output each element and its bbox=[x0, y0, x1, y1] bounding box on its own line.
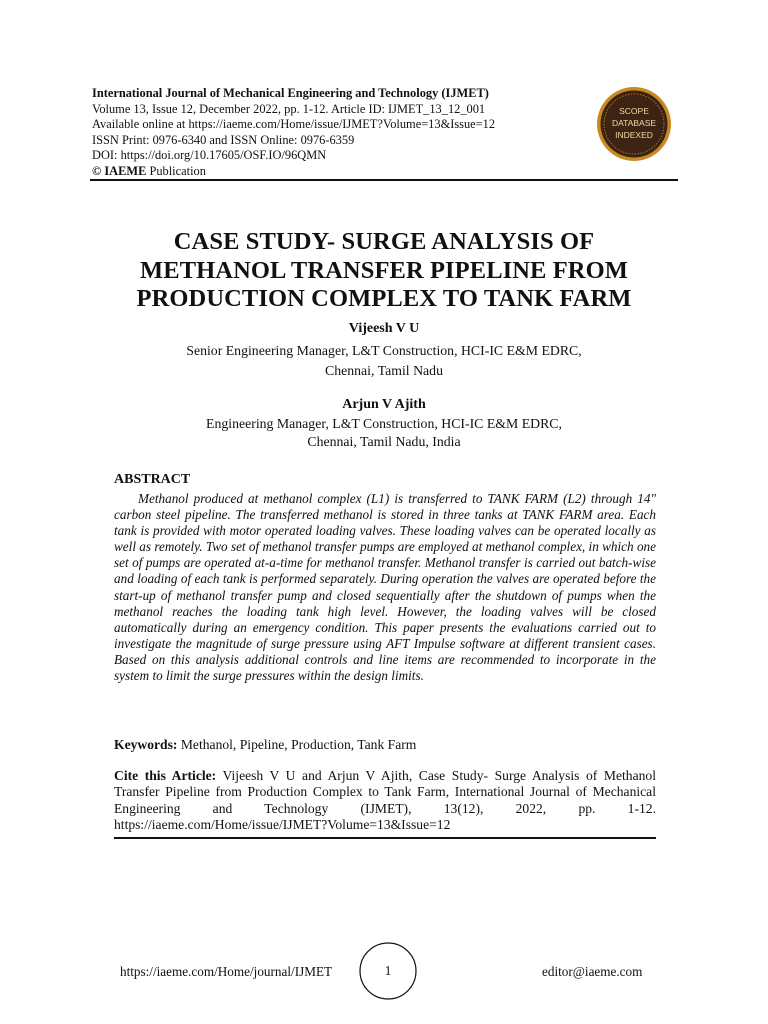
seal-text-1: SCOPE bbox=[619, 106, 649, 116]
issn-info: ISSN Print: 0976-6340 and ISSN Online: 0976-6359 bbox=[92, 132, 355, 147]
author-name: Vijeesh V U bbox=[348, 321, 420, 336]
author-location: Chennai, Tamil Nadu bbox=[325, 363, 443, 378]
paper-title bbox=[100, 228, 668, 314]
author-affiliation: Engineering Manager, L&T Construction, HCI-IC E&M EDRC, bbox=[206, 416, 562, 431]
volume-info: Volume 13, Issue 12, December 2022, pp. 1-12. Article ID: IJMET_13_12_001 bbox=[92, 101, 486, 116]
author-block-1 bbox=[100, 320, 668, 381]
cite-label: Cite this Article: bbox=[114, 768, 217, 783]
cite-text: Vijeesh V U and Arjun V Ajith, Case Study- Surge Analysis of Methanol Transfer Pipeline from Production Complex to Tank Farm, International Journal of Mechanical Engineering and Technology (IJMET), 13(12), 2022, pp. 1-12. https://iaeme.com/Home/issue/IJMET?Volume=13&Issue=12 bbox=[114, 768, 656, 832]
page-number: 1 bbox=[384, 963, 392, 978]
footer-email[interactable]: editor@iaeme.com bbox=[542, 964, 643, 979]
cite-this-article bbox=[114, 768, 656, 833]
abstract-heading: ABSTRACT bbox=[114, 472, 191, 487]
seal-text-3: INDEXED bbox=[615, 130, 653, 140]
copyright-rest: Publication bbox=[146, 163, 206, 178]
keywords bbox=[114, 736, 656, 753]
title-line-1: CASE STUDY- SURGE ANALYSIS OF bbox=[173, 228, 595, 255]
scope-database-seal bbox=[596, 86, 672, 162]
copyright-mark: © IAEME bbox=[92, 163, 147, 178]
author-name: Arjun V Ajith bbox=[342, 397, 426, 412]
journal-name: International Journal of Mechanical Engineering and Technology (IJMET) bbox=[92, 86, 489, 100]
cite-rule bbox=[114, 837, 656, 839]
doi-info: DOI: https://doi.org/10.17605/OSF.IO/96QMN bbox=[92, 148, 327, 163]
title-line-2: METHANOL TRANSFER PIPELINE FROM bbox=[140, 256, 628, 284]
author-affiliation: Senior Engineering Manager, L&T Construction, HCI-IC E&M EDRC, bbox=[186, 343, 582, 358]
author-block-2 bbox=[100, 396, 668, 451]
abstract-text: Methanol produced at methanol complex (L1) is transferred to TANK FARM (L2) through 14" carbon steel pipeline. The transferred methanol is stored in three tanks at TANK FARM area. Each tank is provided with motor operated loading valves. These loading valves can be operated locally as well as remotely. Two set of methanol transfer pumps are employed at methanol complex, in which one set of pumps are operated at-a-time for methanol transfer. Methanol transfer is carried out batch-wise and loading of each tank is performed separately. During operation the valves are operated before the start-up of methanol transfer pump and closed sequentially after the shutdown of pumps when the methanol reaches the loading tank high level. However, the loading valves will be closed automatically during an emergency condition. This paper presents the evaluations carried out to investigate the magnitude of surge pressure using AFT Impulse software at different transient cases. Based on this analysis additional controls and line items are recommended to incorporate in the system to limit the surge pressures within the design limits. bbox=[114, 491, 656, 684]
header-rule bbox=[90, 179, 678, 181]
available-online: Available online at https://iaeme.com/Home/issue/IJMET?Volume=13&Issue=12 bbox=[92, 117, 496, 132]
keywords-label: Keywords: bbox=[114, 737, 178, 752]
keywords-text: Methanol, Pipeline, Production, Tank Farm bbox=[177, 737, 417, 752]
journal-header bbox=[92, 86, 572, 180]
author-location: Chennai, Tamil Nadu, India bbox=[307, 434, 461, 449]
seal-text-2: DATABASE bbox=[611, 118, 657, 128]
title-line-3: PRODUCTION COMPLEX TO TANK FARM bbox=[136, 285, 632, 312]
copyright-line bbox=[92, 164, 572, 180]
footer-journal-url[interactable]: https://iaeme.com/Home/journal/IJMET bbox=[120, 964, 333, 979]
